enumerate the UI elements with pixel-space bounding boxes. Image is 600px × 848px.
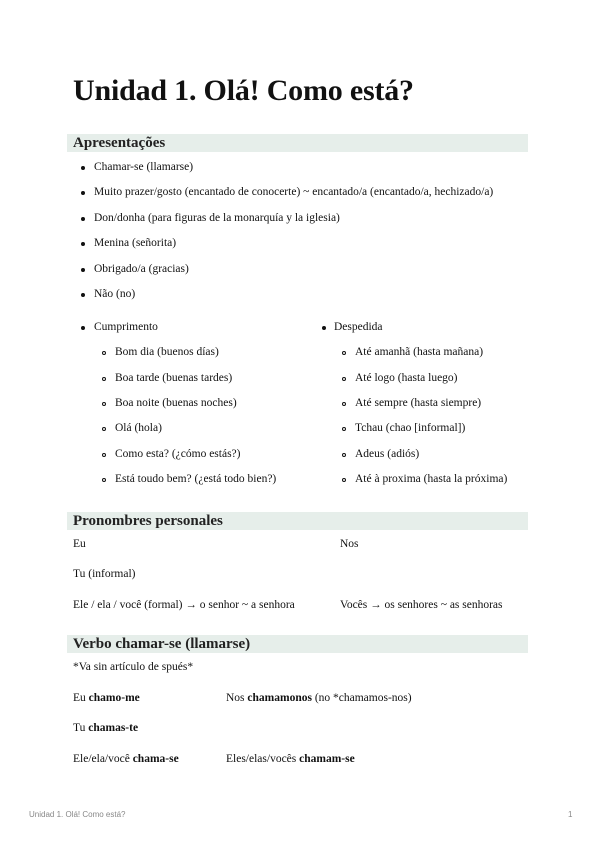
section-title: Apresentações — [73, 135, 166, 151]
page-number: 1 — [568, 810, 573, 819]
section-header-apresentacoes — [67, 134, 528, 152]
pronoun-voces: Vocês → os senhores ~ as senhoras — [340, 599, 503, 611]
pronoun-eu: Eu — [73, 538, 86, 550]
conjugation-eles: Eles/elas/vocês chamam-se — [226, 753, 355, 765]
cumprimento-label: Cumprimento — [94, 321, 158, 333]
section-title: Verbo chamar-se (llamarse) — [73, 636, 251, 652]
verbo-note: *Va sin artículo de spués* — [73, 661, 194, 673]
conjugation-nos: Nos chamamonos (no *chamamos-nos) — [226, 692, 412, 704]
footer-title: Unidad 1. Olá! Como está? — [29, 810, 126, 819]
section-header-verbo — [67, 635, 528, 653]
pronoun-nos: Nos — [340, 538, 359, 550]
conjugation-tu: Tu chamas-te — [73, 722, 139, 734]
page-title: Unidad 1. Olá! Como está? — [73, 74, 414, 107]
section-header-pronombres — [67, 512, 528, 530]
pronoun-ele-ela-voce: Ele / ela / você (formal) → o senhor ~ a senhora — [73, 599, 295, 611]
pronoun-tu: Tu (informal) — [73, 568, 136, 580]
conjugation-eu: Eu chamo-me — [73, 692, 140, 704]
section-title: Pronombres personales — [73, 513, 223, 529]
conjugation-ele: Ele/ela/você chama-se — [73, 753, 179, 765]
despedida-label: Despedida — [334, 321, 383, 333]
